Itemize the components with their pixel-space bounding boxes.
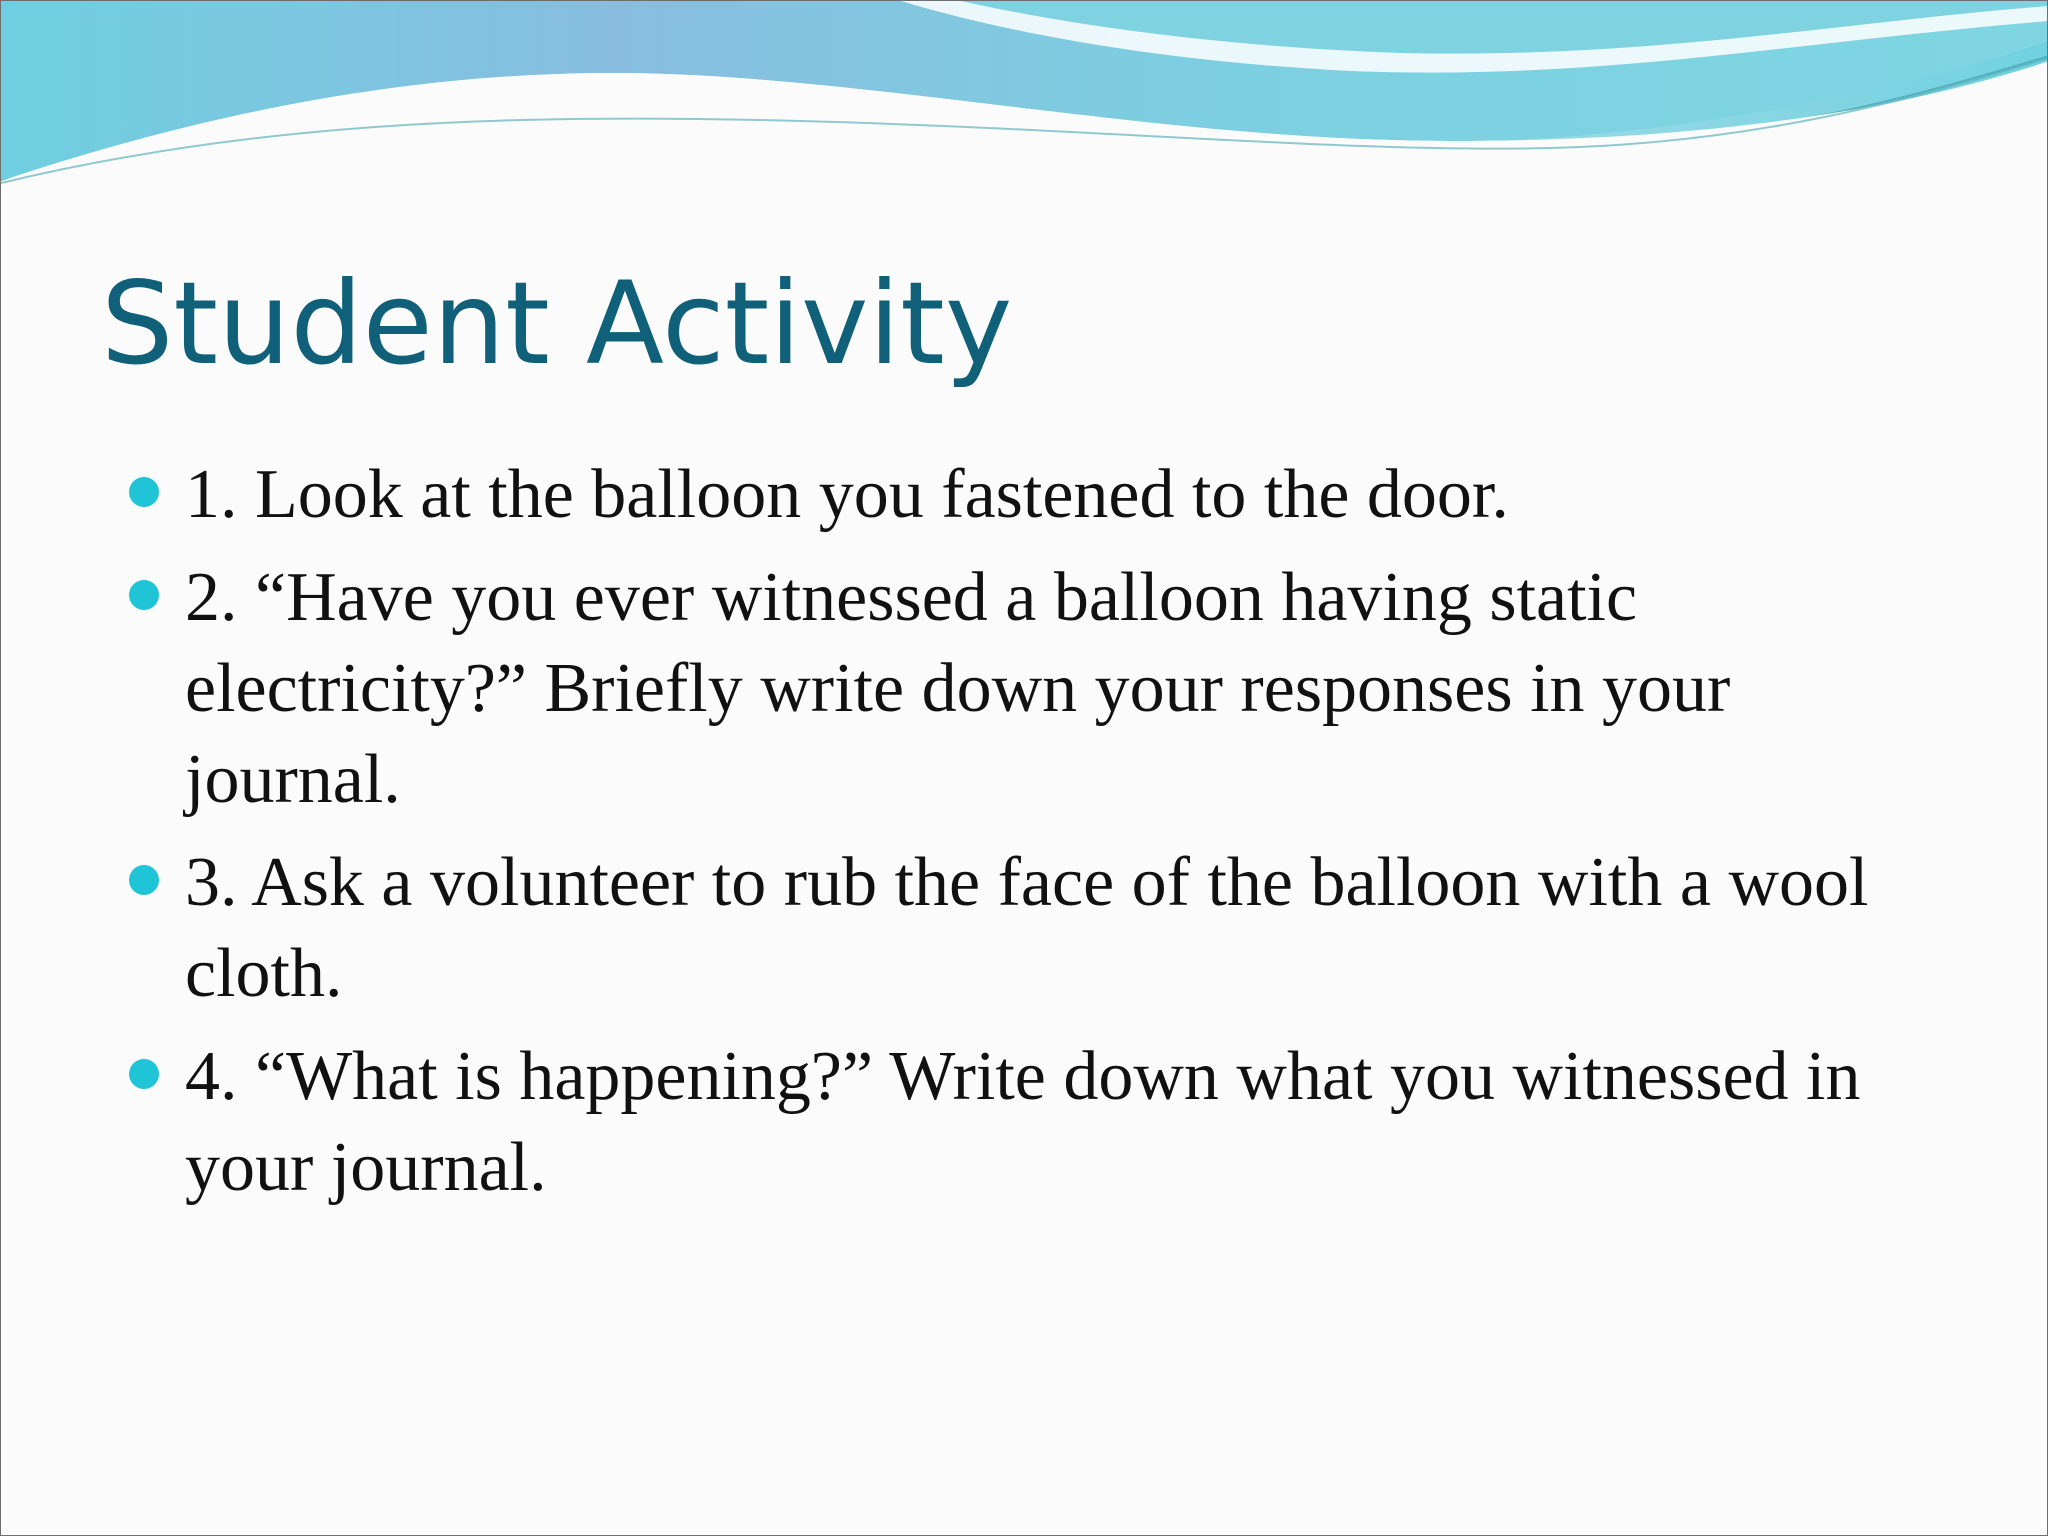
bullet-dot-icon bbox=[129, 1059, 159, 1089]
bullet-text: 3. Ask a volunteer to rub the face of the balloon with a wool cloth. bbox=[185, 844, 1869, 1012]
header-wave-decoration bbox=[1, 1, 2048, 241]
list-item bbox=[129, 837, 1949, 1019]
bullet-text: 2. “Have you ever witnessed a balloon having static electricity?” Briefly write down your responses in your journal. bbox=[185, 559, 1731, 818]
bullet-text: 4. “What is happening?” Write down what you witnessed in your journal. bbox=[185, 1038, 1861, 1206]
list-item bbox=[129, 1031, 1949, 1213]
list-item bbox=[129, 552, 1949, 825]
list-item bbox=[129, 449, 1949, 540]
bullet-dot-icon bbox=[129, 580, 159, 610]
bullet-list bbox=[129, 449, 1949, 1225]
bullet-text: 1. Look at the balloon you fastened to the door. bbox=[185, 456, 1509, 533]
bullet-dot-icon bbox=[129, 477, 159, 507]
slide-title: Student Activity bbox=[101, 257, 1013, 390]
bullet-dot-icon bbox=[129, 865, 159, 895]
